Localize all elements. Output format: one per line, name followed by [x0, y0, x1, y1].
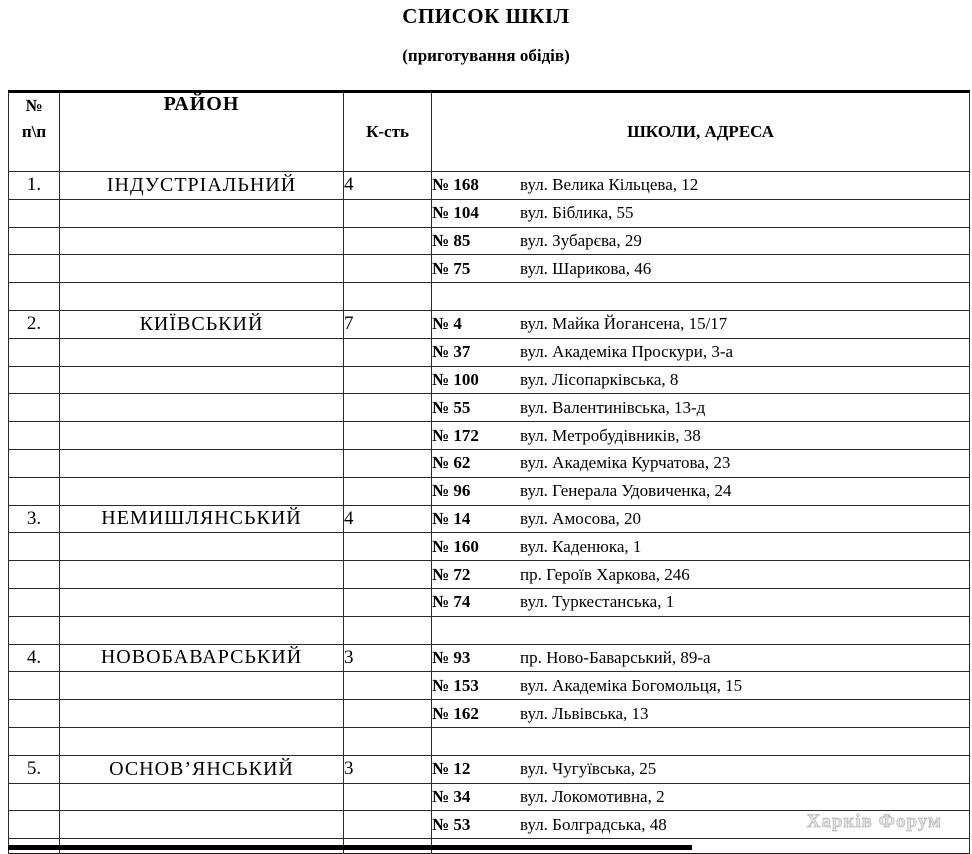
school-address: вул. Зубарєва, 29	[520, 230, 642, 250]
table-row	[9, 505, 970, 533]
district-cell	[60, 366, 344, 394]
table-row	[9, 533, 970, 561]
separator-row	[9, 283, 970, 311]
table-row	[9, 394, 970, 422]
district-cell	[60, 672, 344, 700]
school-number: № 53	[432, 814, 471, 834]
school-number: № 96	[432, 481, 471, 501]
school-address: вул. Біблика, 55	[520, 203, 634, 223]
school-address: вул. Туркестанська, 1	[520, 592, 675, 612]
school-count-cell	[344, 811, 432, 839]
row-number-cell	[9, 561, 60, 589]
row-number-cell	[9, 672, 60, 700]
district-cell: НЕМИШЛЯНСЬКИЙ	[60, 505, 344, 533]
school-count-cell: 3	[344, 755, 432, 783]
row-number-cell	[9, 588, 60, 616]
page-bottom-edge	[8, 845, 692, 850]
empty-cell	[432, 727, 970, 755]
school-count-cell	[344, 255, 432, 283]
school-number: № 160	[432, 536, 479, 556]
school-address-cell	[432, 505, 970, 533]
school-number: № 100	[432, 369, 479, 389]
column-header-number	[9, 92, 60, 172]
school-address: пр. Ново-Баварський, 89-а	[520, 647, 711, 667]
row-number-cell	[9, 227, 60, 255]
table-row	[9, 255, 970, 283]
row-number-cell: 4.	[9, 644, 60, 672]
school-address-cell	[432, 644, 970, 672]
school-address-cell	[432, 394, 970, 422]
column-header-schools: ШКОЛИ, АДРЕСА	[432, 92, 970, 172]
school-address: вул. Львівська, 13	[520, 703, 649, 723]
district-cell	[60, 477, 344, 505]
district-cell	[60, 700, 344, 728]
school-number: № 74	[432, 592, 471, 612]
school-address-cell	[432, 561, 970, 589]
empty-cell	[60, 283, 344, 311]
district-cell	[60, 588, 344, 616]
empty-cell	[344, 283, 432, 311]
school-number: № 37	[432, 342, 471, 362]
row-number-cell	[9, 700, 60, 728]
empty-cell	[9, 283, 60, 311]
school-count-cell	[344, 366, 432, 394]
empty-cell	[9, 727, 60, 755]
school-address: вул. Велика Кільцева, 12	[520, 175, 699, 195]
table-row	[9, 199, 970, 227]
table-header-row	[9, 92, 970, 172]
row-number-cell: 5.	[9, 755, 60, 783]
school-count-cell	[344, 561, 432, 589]
school-address: вул. Валентинівська, 13-д	[520, 397, 706, 417]
school-address: вул. Амосова, 20	[520, 508, 642, 528]
school-address-cell	[432, 366, 970, 394]
school-count-cell	[344, 700, 432, 728]
district-cell	[60, 199, 344, 227]
row-number-cell	[9, 811, 60, 839]
separator-row	[9, 727, 970, 755]
row-number-cell	[9, 255, 60, 283]
school-address: вул. Академіка Курчатова, 23	[520, 453, 731, 473]
table-row	[9, 338, 970, 366]
district-cell	[60, 227, 344, 255]
table-row	[9, 561, 970, 589]
row-number-cell: 2.	[9, 310, 60, 338]
district-cell	[60, 783, 344, 811]
school-number: № 85	[432, 230, 471, 250]
row-number-cell: 3.	[9, 505, 60, 533]
empty-cell	[344, 727, 432, 755]
school-count-cell	[344, 672, 432, 700]
empty-cell	[432, 616, 970, 644]
table-row	[9, 172, 970, 200]
district-cell	[60, 255, 344, 283]
school-count-cell: 3	[344, 644, 432, 672]
school-address: вул. Каденюка, 1	[520, 536, 642, 556]
school-address-cell	[432, 227, 970, 255]
forum-watermark: Харків Форум	[806, 811, 942, 832]
empty-cell	[9, 616, 60, 644]
district-cell	[60, 533, 344, 561]
column-header-number-line2: п\п	[21, 122, 47, 142]
table-row	[9, 477, 970, 505]
row-number-cell	[9, 783, 60, 811]
school-count-cell	[344, 588, 432, 616]
school-count-cell	[344, 199, 432, 227]
school-count-cell	[344, 227, 432, 255]
school-count-cell	[344, 449, 432, 477]
school-count-cell: 4	[344, 505, 432, 533]
table-row	[9, 644, 970, 672]
school-address: вул. Академіка Проскури, 3-а	[520, 342, 734, 362]
district-cell: ІНДУСТРІАЛЬНИЙ	[60, 172, 344, 200]
row-number-cell	[9, 366, 60, 394]
page-subtitle: (приготування обідів)	[402, 46, 570, 65]
empty-cell	[432, 283, 970, 311]
school-address: вул. Чугуївська, 25	[520, 759, 657, 779]
school-address: вул. Генерала Удовиченка, 24	[520, 481, 732, 501]
school-number: № 4	[432, 314, 462, 334]
column-header-district: РАЙОН	[60, 92, 344, 172]
school-count-cell	[344, 533, 432, 561]
table-row	[9, 422, 970, 450]
district-cell	[60, 422, 344, 450]
schools-table	[8, 90, 970, 854]
school-count-cell	[344, 422, 432, 450]
school-number: № 55	[432, 397, 471, 417]
school-address: вул. Майка Йогансена, 15/17	[520, 314, 728, 334]
district-cell	[60, 449, 344, 477]
table-row	[9, 588, 970, 616]
school-number: № 34	[432, 786, 471, 806]
row-number-cell	[9, 449, 60, 477]
table-row	[9, 783, 970, 811]
school-address: пр. Героїв Харкова, 246	[520, 564, 690, 584]
district-cell	[60, 394, 344, 422]
school-address: вул. Академіка Богомольця, 15	[520, 675, 743, 695]
table-row	[9, 700, 970, 728]
school-number: № 72	[432, 564, 471, 584]
row-number-cell	[9, 533, 60, 561]
school-count-cell: 7	[344, 310, 432, 338]
column-header-count: К-сть	[344, 92, 432, 172]
school-address: вул. Лісопарківська, 8	[520, 369, 679, 389]
table-row	[9, 755, 970, 783]
school-number: № 75	[432, 258, 471, 278]
school-number: № 93	[432, 647, 471, 667]
school-address-cell	[432, 700, 970, 728]
school-address-cell	[432, 255, 970, 283]
district-cell: ОСНОВ’ЯНСЬКИЙ	[60, 755, 344, 783]
district-cell: НОВОБАВАРСЬКИЙ	[60, 644, 344, 672]
school-address-cell	[432, 588, 970, 616]
school-address: вул. Болградська, 48	[520, 814, 667, 834]
school-number: № 12	[432, 759, 471, 779]
school-address-cell	[432, 199, 970, 227]
school-count-cell	[344, 783, 432, 811]
row-number-cell	[9, 199, 60, 227]
school-count-cell: 4	[344, 172, 432, 200]
district-cell: КИЇВСЬКИЙ	[60, 310, 344, 338]
table-row	[9, 449, 970, 477]
district-cell	[60, 561, 344, 589]
district-cell	[60, 338, 344, 366]
school-count-cell	[344, 477, 432, 505]
school-address-cell	[432, 783, 970, 811]
row-number-cell	[9, 394, 60, 422]
separator-row	[9, 616, 970, 644]
table-row	[9, 310, 970, 338]
school-address-cell	[432, 672, 970, 700]
school-address-cell	[432, 310, 970, 338]
school-address-cell	[432, 755, 970, 783]
column-header-number-line1: №	[25, 96, 43, 115]
row-number-cell	[9, 477, 60, 505]
empty-cell	[60, 727, 344, 755]
empty-cell	[344, 616, 432, 644]
school-address-cell	[432, 449, 970, 477]
school-address-cell	[432, 172, 970, 200]
school-number: № 104	[432, 203, 479, 223]
row-number-cell	[9, 422, 60, 450]
empty-cell	[60, 616, 344, 644]
school-address-cell	[432, 533, 970, 561]
school-address-cell	[432, 422, 970, 450]
row-number-cell: 1.	[9, 172, 60, 200]
school-number: № 172	[432, 425, 479, 445]
school-count-cell	[344, 338, 432, 366]
page-title: СПИСОК ШКІЛ	[402, 4, 570, 28]
table-row	[9, 227, 970, 255]
school-number: № 14	[432, 508, 471, 528]
school-number: № 162	[432, 703, 479, 723]
school-address-cell	[432, 477, 970, 505]
school-address: вул. Шарикова, 46	[520, 258, 652, 278]
school-number: № 168	[432, 175, 479, 195]
table-row	[9, 366, 970, 394]
school-address: вул. Локомотивна, 2	[520, 786, 665, 806]
school-number: № 62	[432, 453, 471, 473]
district-cell	[60, 811, 344, 839]
school-number: № 153	[432, 675, 479, 695]
row-number-cell	[9, 338, 60, 366]
school-address-cell	[432, 338, 970, 366]
school-count-cell	[344, 394, 432, 422]
school-address: вул. Метробудівників, 38	[520, 425, 701, 445]
table-row	[9, 672, 970, 700]
